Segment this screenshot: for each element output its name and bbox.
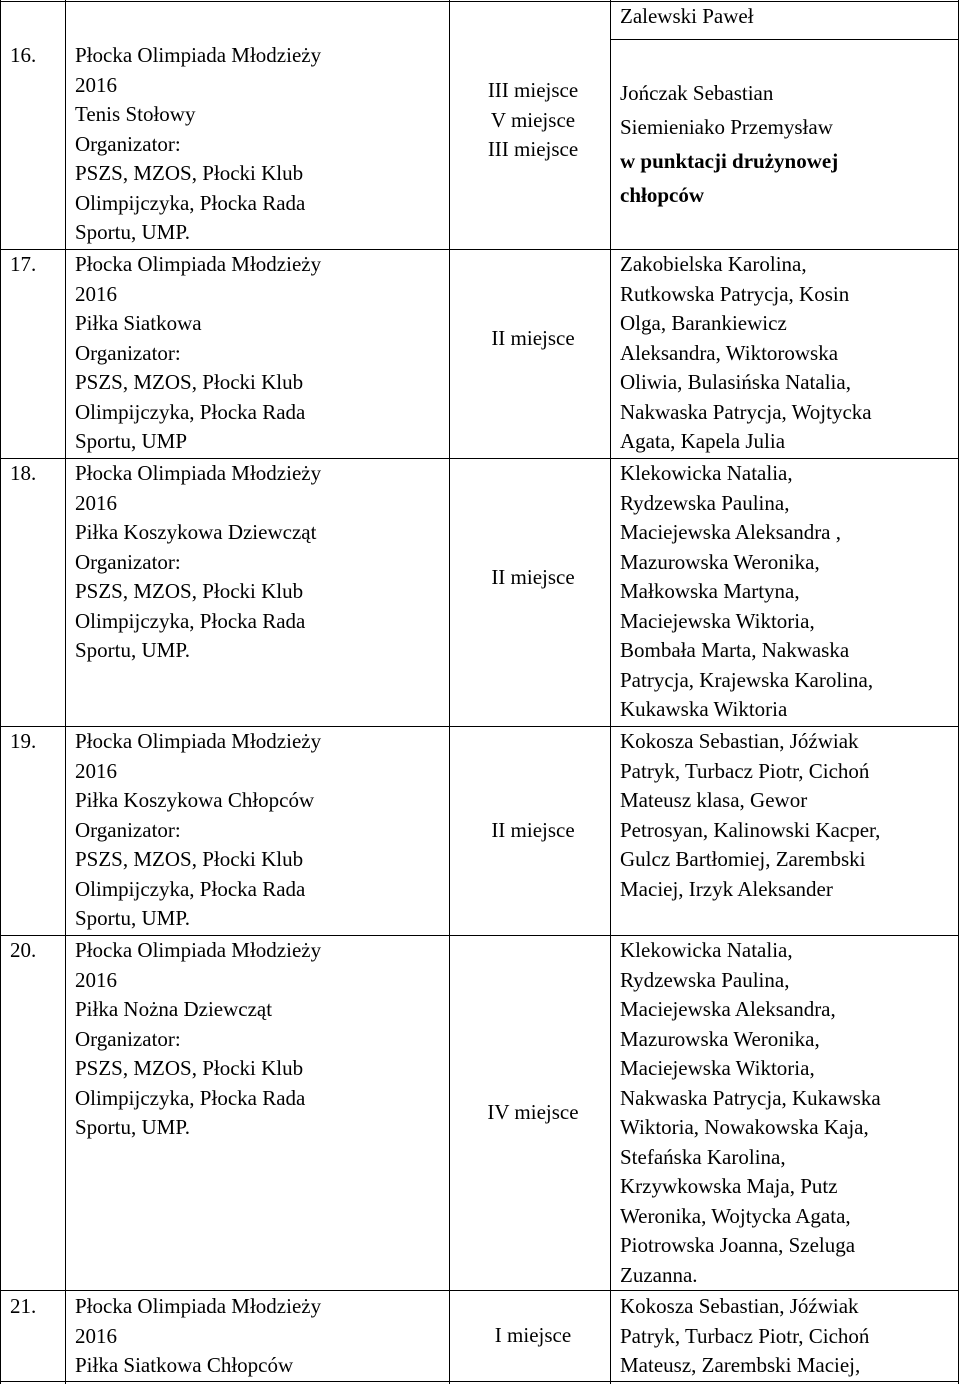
participant-line: Klekowicka Natalia, (620, 461, 793, 485)
column-divider-3 (610, 0, 611, 1384)
row-19-number: 19. (10, 729, 37, 753)
row-19-event (75, 727, 455, 934)
event-line: Płocka Olimpiada Młodzieży (75, 938, 322, 962)
row-16-participants (620, 76, 955, 212)
row-18-result (458, 563, 608, 593)
participant-line: Wiktoria, Nowakowska Kaja, (620, 1115, 869, 1139)
row-19-participants (620, 727, 955, 904)
participant-line: Oliwia, Bulasińska Natalia, (620, 370, 851, 394)
row-21-number: 21. (10, 1294, 37, 1318)
participant-line: Piotrowska Joanna, Szeluga (620, 1233, 856, 1257)
event-line: Sportu, UMP. (75, 906, 190, 930)
participant-line: Nakwaska Patrycja, Wojtycka (620, 399, 872, 424)
table-border-bottom (0, 1381, 959, 1382)
event-line: Organizator: (75, 817, 181, 842)
event-line: 2016 (75, 72, 117, 97)
participant-line: Maciej, Irzyk Aleksander (620, 876, 833, 901)
participant-line: Stefańska Karolina, (620, 1144, 786, 1169)
row-18-event (75, 459, 455, 666)
row-20-result (458, 1098, 608, 1128)
event-line: Płocka Olimpiada Młodzieży (75, 729, 322, 753)
event-line: 2016 (75, 1323, 117, 1348)
participant-line: Zakobielska Karolina, (620, 252, 807, 276)
event-line: Piłka Siatkowa Chłopców (75, 1353, 294, 1377)
row-16-participants-top (620, 2, 955, 32)
event-line: Olimpijczyka, Płocka Rada (75, 399, 306, 424)
row-divider-21 (0, 1290, 959, 1291)
event-line: Płocka Olimpiada Młodzieży (75, 252, 322, 276)
participant-line: Kokosza Sebastian, Jóźwiak (620, 729, 859, 753)
event-line: 2016 (75, 758, 117, 783)
participant-line: Kukawska Wiktoria (620, 697, 788, 721)
participant-line: Kokosza Sebastian, Jóźwiak (620, 1294, 859, 1318)
event-line: 2016 (75, 281, 117, 306)
participant-line: Mateusz klasa, Gewor (620, 788, 808, 812)
participant-line: Mateusz, Zarembski Maciej, (620, 1353, 861, 1377)
row-19-result (458, 816, 608, 846)
row-17-result (458, 324, 608, 354)
participant-line: Mazurowska Weronika, (620, 549, 820, 574)
participant-line: Weronika, Wojtycka Agata, (620, 1203, 851, 1228)
event-line: Tenis Stołowy (75, 102, 196, 126)
participant-line: Siemieniako Przemysław (620, 115, 833, 139)
event-line: PSZS, MZOS, Płocki Klub (75, 579, 304, 603)
event-line: PSZS, MZOS, Płocki Klub (75, 847, 304, 871)
event-line: 2016 (75, 490, 117, 515)
result-line: IV miejsce (487, 1100, 579, 1124)
event-line: Organizator: (75, 340, 181, 365)
participant-line: Rydzewska Paulina, (620, 490, 790, 515)
participant-line: Gulcz Bartłomiej, Zarembski (620, 847, 866, 871)
table-border-left (0, 0, 1, 1384)
event-line: Płocka Olimpiada Młodzieży (75, 43, 322, 67)
participant-line: Agata, Kapela Julia (620, 429, 786, 453)
event-line: PSZS, MZOS, Płocki Klub (75, 370, 304, 394)
event-line: PSZS, MZOS, Płocki Klub (75, 161, 304, 185)
participant-line: Patryk, Turbacz Piotr, Cichoń (620, 758, 870, 783)
event-line: Organizator: (75, 1026, 181, 1051)
event-line: Olimpijczyka, Płocka Rada (75, 876, 306, 901)
participant-line: Olga, Barankiewicz (620, 311, 787, 335)
event-line: Płocka Olimpiada Młodzieży (75, 1294, 322, 1318)
participant-line: Krzywkowska Maja, Putz (620, 1174, 838, 1198)
event-line: Olimpijczyka, Płocka Rada (75, 190, 306, 215)
result-line: III miejsce (487, 78, 579, 102)
row-20-participants (620, 936, 955, 1290)
participant-line: Bombała Marta, Nakwaska (620, 638, 850, 662)
event-line: Sportu, UMP. (75, 220, 190, 244)
participant-line: Maciejewska Aleksandra, (620, 997, 836, 1021)
row-21-result (458, 1321, 608, 1351)
event-line: Sportu, UMP (75, 429, 188, 453)
participant-line: Petrosyan, Kalinowski Kacper, (620, 817, 881, 842)
participant-line: Maciejewska Wiktoria, (620, 1056, 815, 1080)
participant-line: Klekowicka Natalia, (620, 938, 793, 962)
participant-line: Małkowska Martyna, (620, 579, 800, 603)
team-ranking-note: w punktacji drużynowej (620, 149, 839, 173)
participant-line: Maciejewska Wiktoria, (620, 608, 815, 633)
result-line: II miejsce (491, 818, 575, 842)
participant-line: Nakwaska Patrycja, Kukawska (620, 1085, 881, 1110)
event-line: Piłka Nożna Dziewcząt (75, 997, 273, 1021)
event-line: Olimpijczyka, Płocka Rada (75, 608, 306, 633)
row-18-participants (620, 459, 955, 725)
event-line: Płocka Olimpiada Młodzieży (75, 461, 322, 485)
participant-line: Maciejewska Aleksandra , (620, 520, 842, 544)
event-line: Piłka Koszykowa Dziewcząt (75, 520, 317, 544)
participant-line: Patrycja, Krajewska Karolina, (620, 667, 874, 692)
table-border-right (958, 0, 959, 1384)
result-line: I miejsce (494, 1323, 572, 1347)
event-line: Sportu, UMP. (75, 1115, 190, 1139)
participant-line: Patryk, Turbacz Piotr, Cichoń (620, 1323, 870, 1348)
participant-line: Aleksandra, Wiktorowska (620, 340, 839, 365)
row-divider-16-top (610, 39, 959, 40)
participant-line: Zuzanna. (620, 1262, 698, 1287)
event-line: Sportu, UMP. (75, 638, 190, 662)
row-20-number: 20. (10, 938, 37, 962)
event-line: Piłka Siatkowa (75, 311, 202, 335)
participant-line: Rydzewska Paulina, (620, 967, 790, 992)
result-line: III miejsce (487, 137, 579, 161)
event-line: Organizator: (75, 549, 181, 574)
result-line: II miejsce (491, 326, 575, 350)
column-divider-1 (65, 0, 66, 1384)
participant-line: Jończak Sebastian (620, 81, 774, 105)
row-17-participants (620, 250, 955, 457)
row-21-participants (620, 1292, 955, 1381)
row-18-number: 18. (10, 461, 37, 485)
event-line: PSZS, MZOS, Płocki Klub (75, 1056, 304, 1080)
result-line: II miejsce (491, 565, 575, 589)
participant-line: Mazurowska Weronika, (620, 1026, 820, 1051)
row-21-event (75, 1292, 455, 1381)
row-16-event (75, 41, 455, 248)
row-20-event (75, 936, 455, 1143)
participant-line: Zalewski Paweł (620, 4, 754, 28)
event-line: Piłka Koszykowa Chłopców (75, 788, 315, 812)
team-ranking-note: chłopców (620, 183, 704, 207)
event-line: Olimpijczyka, Płocka Rada (75, 1085, 306, 1110)
event-line: Organizator: (75, 131, 181, 156)
row-16-result (458, 76, 608, 165)
row-16-number: 16. (10, 43, 37, 67)
result-line: V miejsce (490, 107, 576, 132)
participant-line: Rutkowska Patrycja, Kosin (620, 281, 850, 306)
row-17-event (75, 250, 455, 457)
event-line: 2016 (75, 967, 117, 992)
row-17-number: 17. (10, 252, 37, 276)
